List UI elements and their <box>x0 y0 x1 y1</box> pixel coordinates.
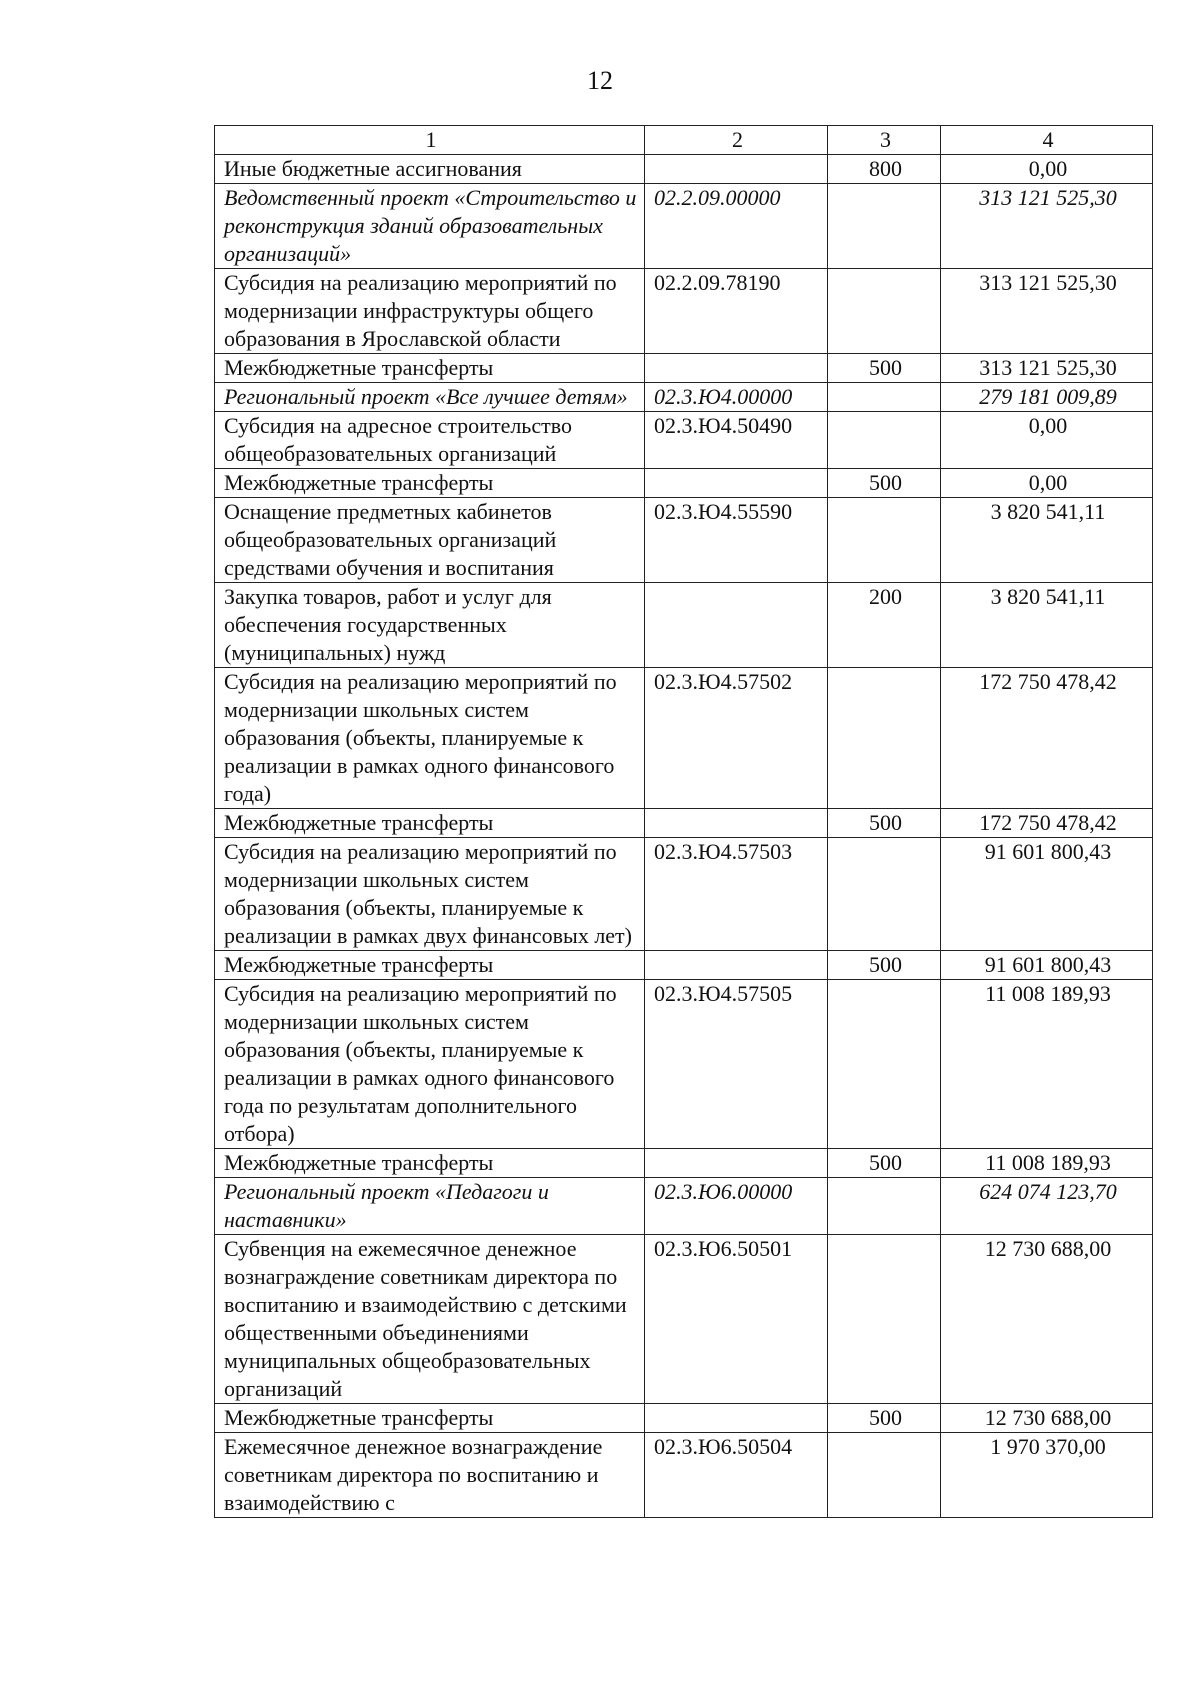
row-amount-cell: 279 181 009,89 <box>941 383 1153 412</box>
row-type-cell: 500 <box>828 1404 941 1433</box>
row-amount-cell: 624 074 123,70 <box>941 1178 1153 1235</box>
row-type-cell <box>828 269 941 354</box>
page-number: 12 <box>587 66 613 95</box>
row-name-cell: Субсидия на реализацию мероприятий по модернизации школьных систем образования (объекты, планируемые к реализации в рамках одного финансового года) <box>215 668 645 809</box>
row-amount-cell: 172 750 478,42 <box>941 809 1153 838</box>
table-body <box>215 155 1153 1518</box>
row-code-cell: 02.2.09.78190 <box>645 269 828 354</box>
row-amount-cell: 313 121 525,30 <box>941 269 1153 354</box>
table-header-row <box>215 126 1153 155</box>
row-amount-cell: 12 730 688,00 <box>941 1235 1153 1404</box>
row-type-cell: 500 <box>828 951 941 980</box>
row-name-cell: Межбюджетные трансферты <box>215 354 645 383</box>
row-type-cell: 500 <box>828 354 941 383</box>
row-amount-cell: 0,00 <box>941 155 1153 184</box>
row-type-cell <box>828 383 941 412</box>
table-row <box>215 1433 1153 1518</box>
row-code-cell <box>645 354 828 383</box>
table-row <box>215 838 1153 951</box>
column-header-code: 2 <box>645 126 828 155</box>
row-amount-cell: 11 008 189,93 <box>941 1149 1153 1178</box>
row-name-cell: Субсидия на реализацию мероприятий по модернизации школьных систем образования (объекты, планируемые к реализации в рамках одного финансового года по результатам дополнительного отбора) <box>215 980 645 1149</box>
row-code-cell: 02.3.Ю6.50501 <box>645 1235 828 1404</box>
row-type-cell <box>828 1235 941 1404</box>
column-header-amount: 4 <box>941 126 1153 155</box>
row-type-cell: 500 <box>828 809 941 838</box>
row-amount-cell: 3 820 541,11 <box>941 583 1153 668</box>
table-row <box>215 1404 1153 1433</box>
row-type-cell <box>828 184 941 269</box>
table-row <box>215 155 1153 184</box>
table-row <box>215 498 1153 583</box>
row-name-cell: Региональный проект «Все лучшее детям» <box>215 383 645 412</box>
row-type-cell <box>828 668 941 809</box>
table-row <box>215 809 1153 838</box>
row-amount-cell: 172 750 478,42 <box>941 668 1153 809</box>
row-code-cell: 02.3.Ю4.57503 <box>645 838 828 951</box>
row-type-cell <box>828 412 941 469</box>
table-row <box>215 1235 1153 1404</box>
row-type-cell <box>828 1433 941 1518</box>
row-name-cell: Межбюджетные трансферты <box>215 1404 645 1433</box>
row-name-cell: Оснащение предметных кабинетов общеобразовательных организаций средствами обучения и воспитания <box>215 498 645 583</box>
row-type-cell: 200 <box>828 583 941 668</box>
row-code-cell <box>645 1404 828 1433</box>
row-amount-cell: 11 008 189,93 <box>941 980 1153 1149</box>
row-amount-cell: 0,00 <box>941 469 1153 498</box>
row-code-cell: 02.3.Ю6.00000 <box>645 1178 828 1235</box>
row-amount-cell: 1 970 370,00 <box>941 1433 1153 1518</box>
table-row <box>215 383 1153 412</box>
row-code-cell <box>645 583 828 668</box>
table-row <box>215 1149 1153 1178</box>
row-type-cell <box>828 838 941 951</box>
row-amount-cell: 12 730 688,00 <box>941 1404 1153 1433</box>
row-type-cell: 800 <box>828 155 941 184</box>
row-name-cell: Субвенция на ежемесячное денежное вознаграждение советникам директора по воспитанию и взаимодействию с детскими общественными объединениями муниципальных общеобразовательных организаций <box>215 1235 645 1404</box>
row-code-cell: 02.3.Ю4.57502 <box>645 668 828 809</box>
row-name-cell: Ежемесячное денежное вознаграждение советникам директора по воспитанию и взаимодействию с <box>215 1433 645 1518</box>
row-name-cell: Межбюджетные трансферты <box>215 1149 645 1178</box>
row-name-cell: Субсидия на реализацию мероприятий по модернизации инфраструктуры общего образования в Ярославской области <box>215 269 645 354</box>
row-name-cell: Региональный проект «Педагоги и наставники» <box>215 1178 645 1235</box>
budget-table <box>214 125 1153 1518</box>
row-name-cell: Субсидия на реализацию мероприятий по модернизации школьных систем образования (объекты, планируемые к реализации в рамках двух финансовых лет) <box>215 838 645 951</box>
row-name-cell: Иные бюджетные ассигнования <box>215 155 645 184</box>
row-amount-cell: 91 601 800,43 <box>941 838 1153 951</box>
table-row <box>215 354 1153 383</box>
table-row <box>215 269 1153 354</box>
row-amount-cell: 313 121 525,30 <box>941 354 1153 383</box>
row-code-cell <box>645 1149 828 1178</box>
row-name-cell: Межбюджетные трансферты <box>215 809 645 838</box>
row-name-cell: Ведомственный проект «Строительство и реконструкция зданий образовательных организаций» <box>215 184 645 269</box>
row-name-cell: Межбюджетные трансферты <box>215 951 645 980</box>
table-row <box>215 668 1153 809</box>
row-name-cell: Субсидия на адресное строительство общеобразовательных организаций <box>215 412 645 469</box>
row-type-cell <box>828 498 941 583</box>
row-code-cell <box>645 809 828 838</box>
row-type-cell: 500 <box>828 469 941 498</box>
row-type-cell <box>828 980 941 1149</box>
table-row <box>215 184 1153 269</box>
row-code-cell: 02.3.Ю4.00000 <box>645 383 828 412</box>
row-code-cell <box>645 951 828 980</box>
row-name-cell: Закупка товаров, работ и услуг для обеспечения государственных (муниципальных) нужд <box>215 583 645 668</box>
row-amount-cell: 0,00 <box>941 412 1153 469</box>
column-header-name: 1 <box>215 126 645 155</box>
table-row <box>215 469 1153 498</box>
table-row <box>215 951 1153 980</box>
row-code-cell <box>645 155 828 184</box>
row-amount-cell: 91 601 800,43 <box>941 951 1153 980</box>
table-row <box>215 980 1153 1149</box>
row-name-cell: Межбюджетные трансферты <box>215 469 645 498</box>
row-code-cell <box>645 469 828 498</box>
table-row <box>215 583 1153 668</box>
row-code-cell: 02.3.Ю6.50504 <box>645 1433 828 1518</box>
row-type-cell <box>828 1178 941 1235</box>
table-row <box>215 412 1153 469</box>
row-code-cell: 02.3.Ю4.50490 <box>645 412 828 469</box>
table-row <box>215 1178 1153 1235</box>
row-amount-cell: 3 820 541,11 <box>941 498 1153 583</box>
row-amount-cell: 313 121 525,30 <box>941 184 1153 269</box>
row-type-cell: 500 <box>828 1149 941 1178</box>
row-code-cell: 02.2.09.00000 <box>645 184 828 269</box>
column-header-type: 3 <box>828 126 941 155</box>
row-code-cell: 02.3.Ю4.55590 <box>645 498 828 583</box>
row-code-cell: 02.3.Ю4.57505 <box>645 980 828 1149</box>
